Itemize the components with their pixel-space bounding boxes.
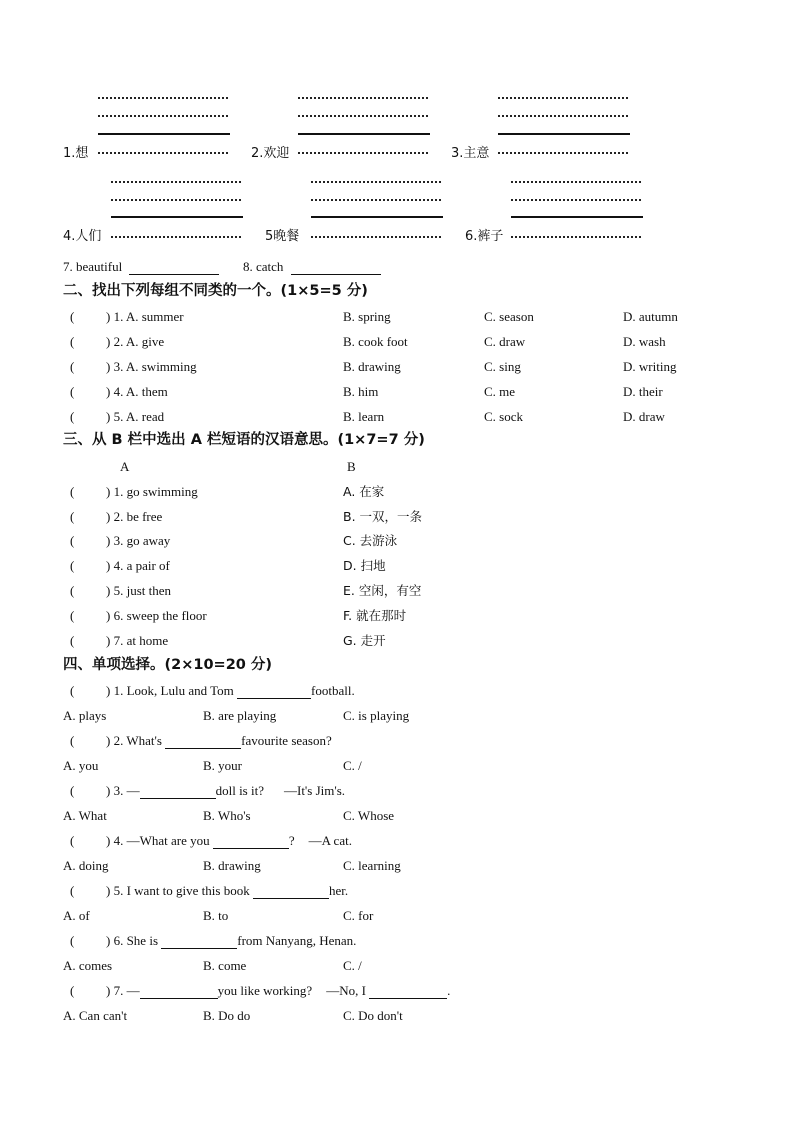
phrase-b: F. 就在那时 (343, 608, 407, 623)
question-stem: from Nanyang, Henan. (237, 933, 357, 948)
option-b: B. drawing (203, 858, 261, 873)
answer-paren[interactable]: ( (70, 309, 75, 324)
answer-paren[interactable]: ( (70, 359, 75, 374)
dotted-line (298, 115, 428, 117)
writing-item-label: 6.裤子 (465, 229, 504, 244)
option-c: C. Do don't (343, 1008, 403, 1023)
dotted-line (498, 97, 628, 99)
option-a: A. Can can't (63, 1008, 128, 1023)
question-stem: ) 5. I want to give this book (106, 883, 253, 898)
phrase-a: ) 1. go swimming (106, 484, 198, 499)
question-text (106, 733, 332, 749)
answer-paren[interactable]: ( (70, 683, 75, 698)
option-a: A. plays (63, 708, 107, 723)
answer-paren[interactable]: ( (70, 583, 75, 598)
question-text: ) 1. A. summer (106, 309, 184, 324)
answer-blank[interactable] (140, 786, 216, 799)
solid-line (111, 216, 243, 218)
question-stem: her. (328, 883, 349, 898)
option-c: C. me (484, 384, 516, 399)
option-c: C. sing (484, 359, 521, 374)
phrase-b: A. 在家 (343, 484, 385, 499)
answer-blank[interactable] (129, 262, 219, 275)
phrase-a: ) 2. be free (106, 509, 163, 524)
answer-blank[interactable] (291, 262, 381, 275)
option-a: A. you (63, 758, 99, 773)
option-c: C. learning (343, 858, 401, 873)
writing-item-label: 3.主意 (451, 146, 490, 161)
dotted-line (111, 236, 241, 238)
phrase-b: D. 扫地 (343, 558, 386, 573)
question-text: ) 5. A. read (106, 409, 165, 424)
dotted-line (298, 97, 428, 99)
option-c: C. is playing (343, 708, 410, 723)
answer-paren[interactable]: ( (70, 883, 75, 898)
solid-line (511, 216, 643, 218)
phrase-a: ) 4. a pair of (106, 558, 170, 573)
answer-paren[interactable]: ( (70, 983, 75, 998)
phrase-a: ) 5. just then (106, 583, 171, 598)
answer-blank[interactable] (369, 986, 447, 999)
answer-blank[interactable] (253, 886, 329, 899)
option-c: C. / (343, 958, 362, 973)
phrase-a: ) 7. at home (106, 633, 169, 648)
answer-blank[interactable] (165, 736, 241, 749)
answer-paren[interactable]: ( (70, 409, 75, 424)
dotted-line (498, 152, 628, 154)
option-b: B. drawing (343, 359, 401, 374)
answer-paren[interactable]: ( (70, 633, 75, 648)
question-stem: —A cat. (308, 833, 352, 848)
question-text: ) 4. A. them (106, 384, 168, 399)
answer-paren[interactable]: ( (70, 509, 75, 524)
dotted-line (498, 115, 628, 117)
option-c: C. sock (484, 409, 523, 424)
writing-item-label: 2.欢迎 (251, 146, 290, 161)
writing-item-label: 4.人们 (63, 229, 102, 244)
question-text (106, 833, 352, 849)
answer-paren[interactable]: ( (70, 608, 75, 623)
option-a: A. What (63, 808, 107, 823)
solid-line (98, 133, 230, 135)
dotted-line (98, 152, 228, 154)
column-a-header: A (120, 459, 130, 474)
question-stem: ) 6. She is (106, 933, 162, 948)
answer-paren[interactable]: ( (70, 833, 75, 848)
option-c: C. season (484, 309, 534, 324)
option-a: A. doing (63, 858, 109, 873)
option-d: D. draw (623, 409, 665, 424)
question-stem: ) 4. —What are you (106, 833, 213, 848)
answer-paren[interactable]: ( (70, 384, 75, 399)
question-stem: football. (311, 683, 355, 698)
question-stem: —No, I (326, 983, 370, 998)
section-title: 二、找出下列每组不同类的一个。(1×5=5 分) (63, 283, 368, 299)
answer-paren[interactable]: ( (70, 484, 75, 499)
fill-item-label: 8. catch (243, 259, 284, 274)
option-b: B. spring (343, 309, 391, 324)
section-title: 四、单项选择。(2×10=20 分) (63, 657, 273, 673)
option-a: A. comes (63, 958, 113, 973)
question-stem: favourite season? (241, 733, 332, 748)
phrase-b: C. 去游泳 (343, 533, 398, 548)
option-d: D. autumn (623, 309, 678, 324)
dotted-line (511, 199, 641, 201)
option-c: C. for (343, 908, 374, 923)
fill-item (63, 259, 219, 275)
option-b: B. are playing (203, 708, 277, 723)
option-d: D. wash (623, 334, 666, 349)
dotted-line (98, 97, 228, 99)
dotted-line (511, 181, 641, 183)
option-c: C. Whose (343, 808, 395, 823)
answer-blank[interactable] (237, 686, 311, 699)
question-text (106, 783, 345, 799)
question-text: ) 2. A. give (106, 334, 165, 349)
solid-line (311, 216, 443, 218)
phrase-b: E. 空闲，有空 (343, 583, 422, 598)
option-b: B. to (203, 908, 229, 923)
dotted-line (511, 236, 641, 238)
question-text (106, 883, 348, 899)
option-c: C. draw (484, 334, 526, 349)
question-stem: ) 1. Look, Lulu and Tom (106, 683, 238, 698)
answer-paren[interactable]: ( (70, 933, 75, 948)
dotted-line (311, 199, 441, 201)
question-text: ) 3. A. swimming (106, 359, 197, 374)
option-b: B. come (203, 958, 247, 973)
answer-paren[interactable]: ( (70, 334, 75, 349)
question-stem: ) 3. — (106, 783, 140, 798)
option-c: C. / (343, 758, 362, 773)
dotted-line (111, 199, 241, 201)
solid-line (298, 133, 430, 135)
option-b: B. Who's (203, 808, 251, 823)
fill-item (243, 259, 381, 275)
question-stem: . (447, 983, 451, 998)
question-text (106, 983, 450, 999)
dotted-line (111, 181, 241, 183)
writing-item-label: 5晚餐 (265, 229, 300, 244)
dotted-line (98, 115, 228, 117)
dotted-line (311, 181, 441, 183)
answer-blank[interactable] (161, 936, 237, 949)
answer-blank[interactable] (213, 836, 289, 849)
question-stem: ) 7. — (106, 983, 140, 998)
answer-blank[interactable] (140, 986, 218, 999)
answer-paren[interactable]: ( (70, 733, 75, 748)
option-b: B. your (203, 758, 242, 773)
fill-item-label: 7. beautiful (63, 259, 123, 274)
question-stem: —It's Jim's. (283, 783, 346, 798)
column-b-header: B (347, 459, 356, 474)
solid-line (498, 133, 630, 135)
phrase-a: ) 6. sweep the floor (106, 608, 207, 623)
answer-paren[interactable]: ( (70, 783, 75, 798)
question-text (106, 683, 355, 699)
question-text (106, 933, 356, 949)
option-b: B. learn (343, 409, 385, 424)
question-stem: you like working? (217, 983, 313, 998)
option-a: A. of (63, 908, 90, 923)
writing-item-label: 1.想 (63, 146, 89, 161)
phrase-b: G. 走开 (343, 633, 386, 648)
answer-paren[interactable]: ( (70, 533, 75, 548)
option-d: D. writing (623, 359, 677, 374)
question-stem: doll is it? (215, 783, 264, 798)
option-b: B. cook foot (343, 334, 408, 349)
option-b: B. him (343, 384, 379, 399)
question-stem: ? (288, 833, 295, 848)
phrase-b: B. 一双，一条 (343, 509, 423, 524)
answer-paren[interactable]: ( (70, 558, 75, 573)
option-b: B. Do do (203, 1008, 251, 1023)
section-title: 三、从 B 栏中选出 A 栏短语的汉语意思。(1×7=7 分) (63, 432, 425, 448)
phrase-a: ) 3. go away (106, 533, 171, 548)
dotted-line (311, 236, 441, 238)
dotted-line (298, 152, 428, 154)
question-stem: ) 2. What's (106, 733, 166, 748)
option-d: D. their (623, 384, 663, 399)
